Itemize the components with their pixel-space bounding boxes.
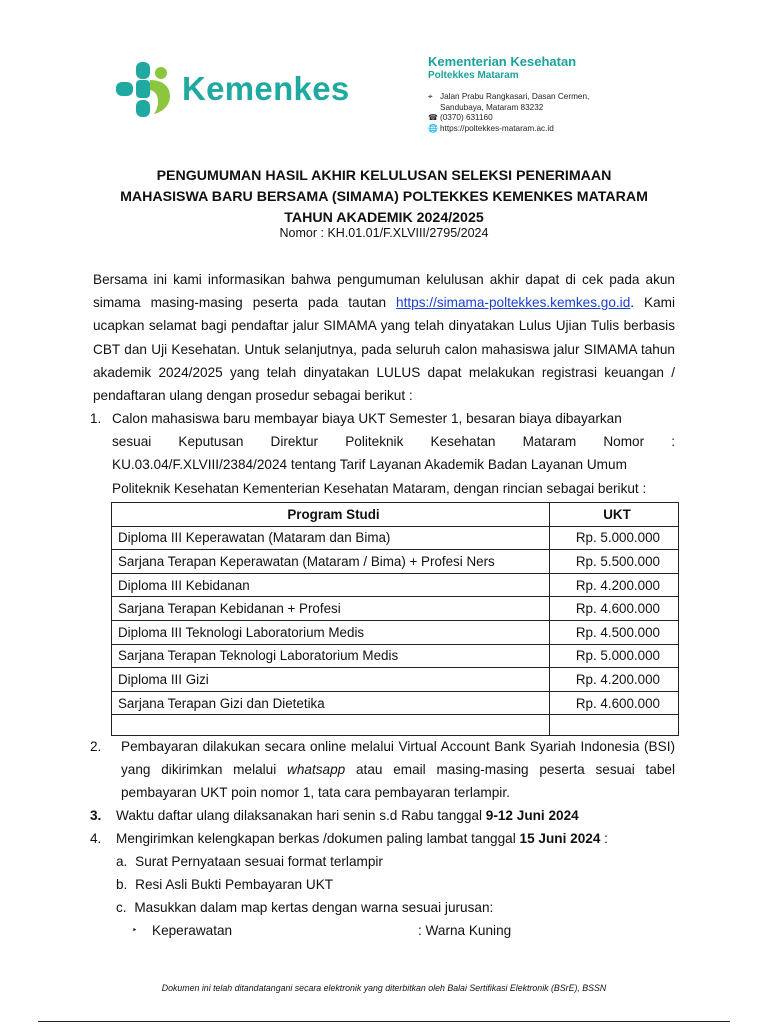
fee-cell: Rp. 4.200.000	[550, 668, 679, 692]
item-1-text	[112, 407, 675, 500]
word: Nomor	[603, 434, 645, 450]
program-cell: Sarjana Terapan Teknologi Laboratorium Medis	[112, 644, 550, 668]
table-row	[112, 620, 679, 644]
kemenkes-emblem-icon	[114, 60, 176, 120]
item-4-plain: Mengirimkan kelengkapan berkas /dokumen paling lambat tanggal	[116, 831, 520, 846]
table-row	[112, 597, 679, 621]
item-2-text-before: Pembayaran dilakukan secara online melalui Virtual Account Bank Syariah Indonesia (BSI) yang dikirimkan melalui	[121, 739, 675, 778]
empty-cell	[112, 715, 550, 736]
word: :	[671, 434, 675, 450]
color-row-jurusan: Keperawatan	[152, 923, 233, 938]
item-4-date: 15 Juni 2024	[519, 831, 601, 846]
letterhead	[94, 42, 694, 154]
table-row	[112, 691, 679, 715]
item-4-text	[116, 827, 676, 850]
logo-wordmark: Kemenkes	[182, 70, 350, 107]
fee-cell: Rp. 4.600.000	[550, 691, 679, 715]
item-1-line-1: Calon mahasiswa baru membayar biaya UKT Semester 1, besaran biaya dibayarkan	[112, 411, 622, 426]
title-line-1: PENGUMUMAN HASIL AKHIR KELULUSAN SELEKSI PENERIMAAN	[156, 168, 612, 184]
address-line-2: Sandubaya, Mataram 83232	[440, 102, 544, 112]
table-empty-row	[112, 715, 679, 736]
program-cell: Sarjana Terapan Keperawatan (Mataram / Bima) + Profesi Ners	[112, 550, 550, 574]
simama-link[interactable]: https://simama-poltekkes.kemkes.go.id	[396, 295, 631, 311]
esign-footer: Dokumen ini telah ditandatangani secara elektronik yang diterbitkan oleh Balai Sertifikasi Elektronik (BSrE), BSSN	[161, 983, 607, 993]
fee-cell: Rp. 5.000.000	[550, 644, 679, 668]
sub-item-label: b.	[116, 877, 128, 892]
word: Mataram	[522, 434, 577, 450]
program-cell: Diploma III Teknologi Laboratorium Medis	[112, 620, 550, 644]
sub-item-text: Resi Asli Bukti Pembayaran UKT	[135, 877, 334, 892]
item-4-number: 4.	[90, 831, 102, 846]
phone-icon: ☎	[428, 113, 438, 122]
website-url[interactable]: https://poltekkes-mataram.ac.id	[440, 123, 554, 133]
item-3-plain: Waktu daftar ulang dilaksanakan hari senin s.d Rabu tanggal	[116, 808, 486, 823]
item-1-line-4: Politeknik Kesehatan Kementerian Kesehatan Mataram, dengan rincian sebagai berikut :	[112, 480, 647, 496]
item-1-line-3: KU.03.04/F.XLVIII/2384/2024 tentang Tarif Layanan Akademik Badan Layanan Umum	[112, 457, 627, 473]
table-header-row	[112, 503, 679, 527]
ministry-block	[428, 54, 576, 81]
word: sesuai	[112, 434, 152, 450]
kemenkes-logo	[114, 60, 354, 120]
location-pin-icon: ⌖	[428, 92, 433, 101]
item-1-number: 1.	[90, 411, 102, 426]
sub-item-label: c.	[116, 900, 127, 915]
word: Politeknik	[345, 434, 404, 450]
globe-icon: 🌐	[428, 123, 438, 133]
document-title	[80, 166, 688, 229]
sub-item-text: Surat Pernyataan sesuai format terlampir	[135, 854, 383, 869]
fee-cell: Rp. 4.200.000	[550, 573, 679, 597]
intro-text-before-link: Bersama ini kami informasikan bahwa pengumuman kelulusan akhir dapat di cek pada akun simama masing-masing peserta pada tautan	[93, 272, 675, 311]
title-line-3: TAHUN AKADEMIK 2024/2025	[284, 210, 484, 226]
item-2-italic: whatsapp	[287, 762, 346, 778]
header-program-studi: Program Studi	[112, 503, 550, 527]
word: Direktur	[270, 434, 319, 450]
title-line-2: MAHASISWA BARU BERSAMA (SIMAMA) POLTEKKES KEMENKES MATARAM	[120, 189, 648, 205]
item-2-text-after: atau email masing-masing peserta sesuai tabel pembayaran UKT poin nomor 1, tata cara pembayaran terlampir.	[121, 762, 675, 801]
table-row	[112, 668, 679, 692]
color-row-bullet: ‣	[132, 925, 138, 935]
program-cell: Diploma III Kebidanan	[112, 573, 550, 597]
item-3-number: 3.	[90, 808, 102, 823]
sub-item-text: Masukkan dalam map kertas dengan warna sesuai jurusan:	[134, 900, 494, 915]
table-row	[112, 644, 679, 668]
sub-item-label: a.	[116, 854, 128, 869]
sub-item-c	[116, 896, 493, 919]
program-cell: Diploma III Keperawatan (Mataram dan Bima)	[112, 526, 550, 550]
item-3-text	[116, 804, 676, 827]
header-ukt: UKT	[550, 503, 679, 527]
color-row-warna: : Warna Kuning	[418, 923, 512, 938]
program-cell: Diploma III Gizi	[112, 668, 550, 692]
table-row	[112, 550, 679, 574]
item-4-after: :	[600, 831, 608, 846]
intro-paragraph	[93, 268, 675, 407]
fee-cell: Rp. 4.600.000	[550, 597, 679, 621]
sub-item-a	[116, 850, 383, 873]
contact-block	[428, 92, 589, 134]
fee-cell: Rp. 4.500.000	[550, 620, 679, 644]
item-1-line-2	[112, 430, 675, 453]
word: Keputusan	[178, 434, 244, 450]
document-number: Nomor : KH.01.01/F.XLVIII/2795/2024	[279, 226, 489, 240]
page-bottom-divider	[38, 1021, 730, 1022]
unit-name: Poltekkes Mataram	[428, 70, 519, 81]
ukt-table	[111, 502, 679, 736]
empty-cell	[550, 715, 679, 736]
sub-item-b	[116, 873, 333, 896]
fee-cell: Rp. 5.000.000	[550, 526, 679, 550]
word: Kesehatan	[430, 434, 496, 450]
item-2-text	[121, 735, 675, 805]
item-3-date: 9-12 Juni 2024	[485, 808, 579, 823]
table-row	[112, 526, 679, 550]
phone-number: (0370) 631160	[440, 113, 493, 122]
fee-cell: Rp. 5.500.000	[550, 550, 679, 574]
address-line-1: Jalan Prabu Rangkasari, Dasan Cermen,	[440, 92, 590, 101]
intro-text-after-link: . Kami ucapkan selamat bagi pendaftar jalur SIMAMA yang telah dinyatakan Lulus Ujian Tulis berbasis CBT dan Uji Kesehatan. Untuk selanjutnya, pada seluruh calon mahasiswa jalur SIMAMA tahun akademik 2024/2025 yang telah dinyatakan LULUS dapat melakukan registrasi keuangan / pendaftaran ulang dengan prosedur sebagai berikut :	[93, 295, 675, 404]
program-cell: Sarjana Terapan Gizi dan Dietetika	[112, 691, 550, 715]
table-row	[112, 573, 679, 597]
ministry-name: Kementerian Kesehatan	[428, 54, 577, 69]
program-cell: Sarjana Terapan Kebidanan + Profesi	[112, 597, 550, 621]
item-2-number: 2.	[90, 739, 102, 754]
